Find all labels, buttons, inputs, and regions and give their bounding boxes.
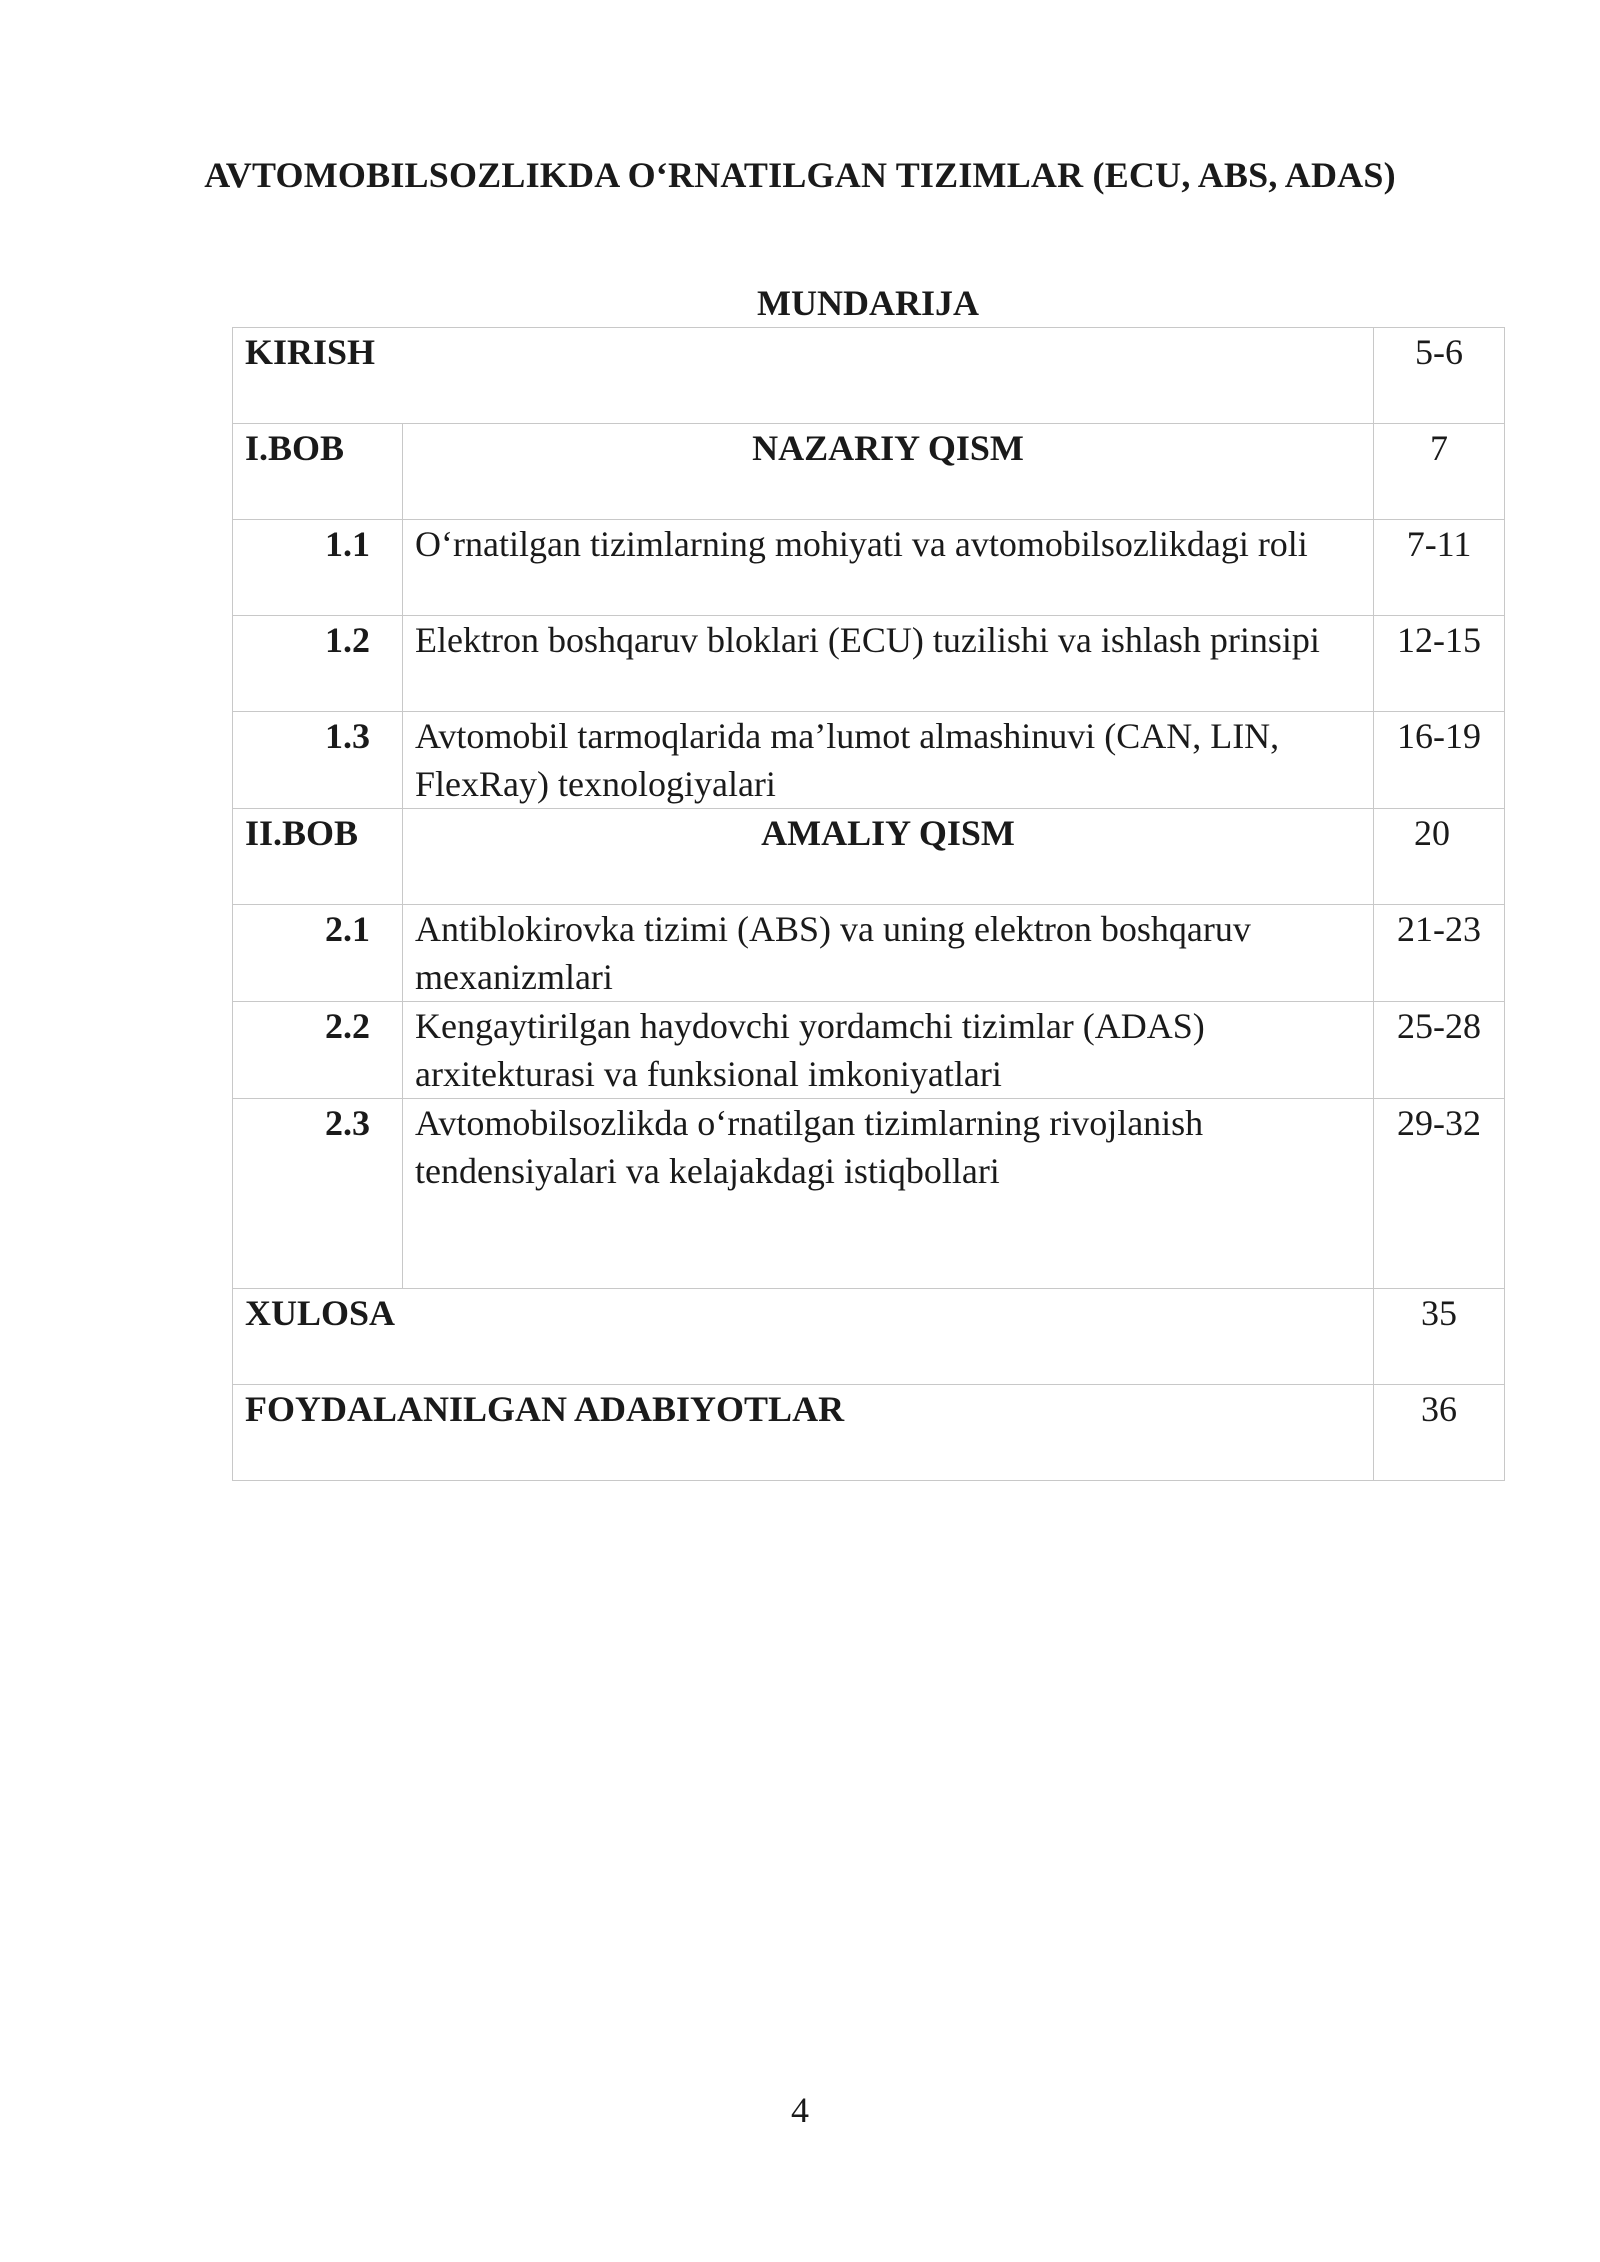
toc-section-title: Elektron boshqaruv bloklari (ECU) tuzilishi va ishlash prinsipi	[403, 616, 1374, 712]
toc-section-number: 1.3	[233, 712, 403, 809]
toc-section-pages: 7-11	[1374, 520, 1505, 616]
document-title: AVTOMOBILSOZLIKDA O‘RNATILGAN TIZIMLAR (ECU, ABS, ADAS)	[204, 155, 1396, 195]
page-number: 4	[791, 2090, 809, 2130]
toc-chapter-2-pages: 20	[1374, 809, 1505, 905]
toc-chapter-1-pages: 7	[1374, 424, 1505, 520]
toc-section-title: Antiblokirovka tizimi (ABS) va uning elektron boshqaruv mexanizmlari	[403, 905, 1374, 1002]
toc-row-section-1-2	[233, 616, 1505, 712]
toc-row-section-2-2	[233, 1002, 1505, 1099]
toc-intro-pages: 5-6	[1374, 328, 1505, 424]
toc-section-number: 2.2	[233, 1002, 403, 1099]
toc-row-chapter-2	[233, 809, 1505, 905]
toc-section-title: Kengaytirilgan haydovchi yordamchi tizimlar (ADAS) arxitekturasi va funksional imkoniyatlari	[403, 1002, 1374, 1099]
toc-row-section-2-3	[233, 1099, 1505, 1289]
toc-conclusion-pages: 35	[1374, 1289, 1505, 1385]
toc-section-pages: 16-19	[1374, 712, 1505, 809]
toc-section-number: 1.1	[233, 520, 403, 616]
toc-row-section-2-1	[233, 905, 1505, 1002]
toc-table	[232, 327, 1505, 1481]
toc-chapter-2-label: II.BOB	[233, 809, 403, 905]
toc-section-number: 2.3	[233, 1099, 403, 1289]
toc-references-pages: 36	[1374, 1385, 1505, 1481]
toc-row-section-1-3	[233, 712, 1505, 809]
toc-section-title: Avtomobil tarmoqlarida ma’lumot almashinuvi (CAN, LIN, FlexRay) texnologiyalari	[403, 712, 1374, 809]
toc-conclusion-label: XULOSA	[233, 1289, 1374, 1385]
toc-row-references	[233, 1385, 1505, 1481]
toc-row-intro	[233, 328, 1505, 424]
toc-section-title: O‘rnatilgan tizimlarning mohiyati va avtomobilsozlikdagi roli	[403, 520, 1374, 616]
toc-section-pages: 21-23	[1374, 905, 1505, 1002]
toc-row-chapter-1	[233, 424, 1505, 520]
toc-chapter-1-title: NAZARIY QISM	[403, 424, 1374, 520]
toc-section-pages: 29-32	[1374, 1099, 1505, 1289]
toc-section-pages: 12-15	[1374, 616, 1505, 712]
toc-section-number: 2.1	[233, 905, 403, 1002]
toc-intro-label: KIRISH	[233, 328, 1374, 424]
toc-chapter-1-label: I.BOB	[233, 424, 403, 520]
toc-references-label: FOYDALANILGAN ADABIYOTLAR	[233, 1385, 1374, 1481]
toc-section-pages: 25-28	[1374, 1002, 1505, 1099]
toc-row-section-1-1	[233, 520, 1505, 616]
toc-row-conclusion	[233, 1289, 1505, 1385]
toc-section-title: Avtomobilsozlikda o‘rnatilgan tizimlarning rivojlanish tendensiyalari va kelajakdagi istiqbollari	[403, 1099, 1374, 1289]
toc-heading: MUNDARIJA	[757, 283, 979, 323]
toc-section-number: 1.2	[233, 616, 403, 712]
toc-chapter-2-title: AMALIY QISM	[403, 809, 1374, 905]
